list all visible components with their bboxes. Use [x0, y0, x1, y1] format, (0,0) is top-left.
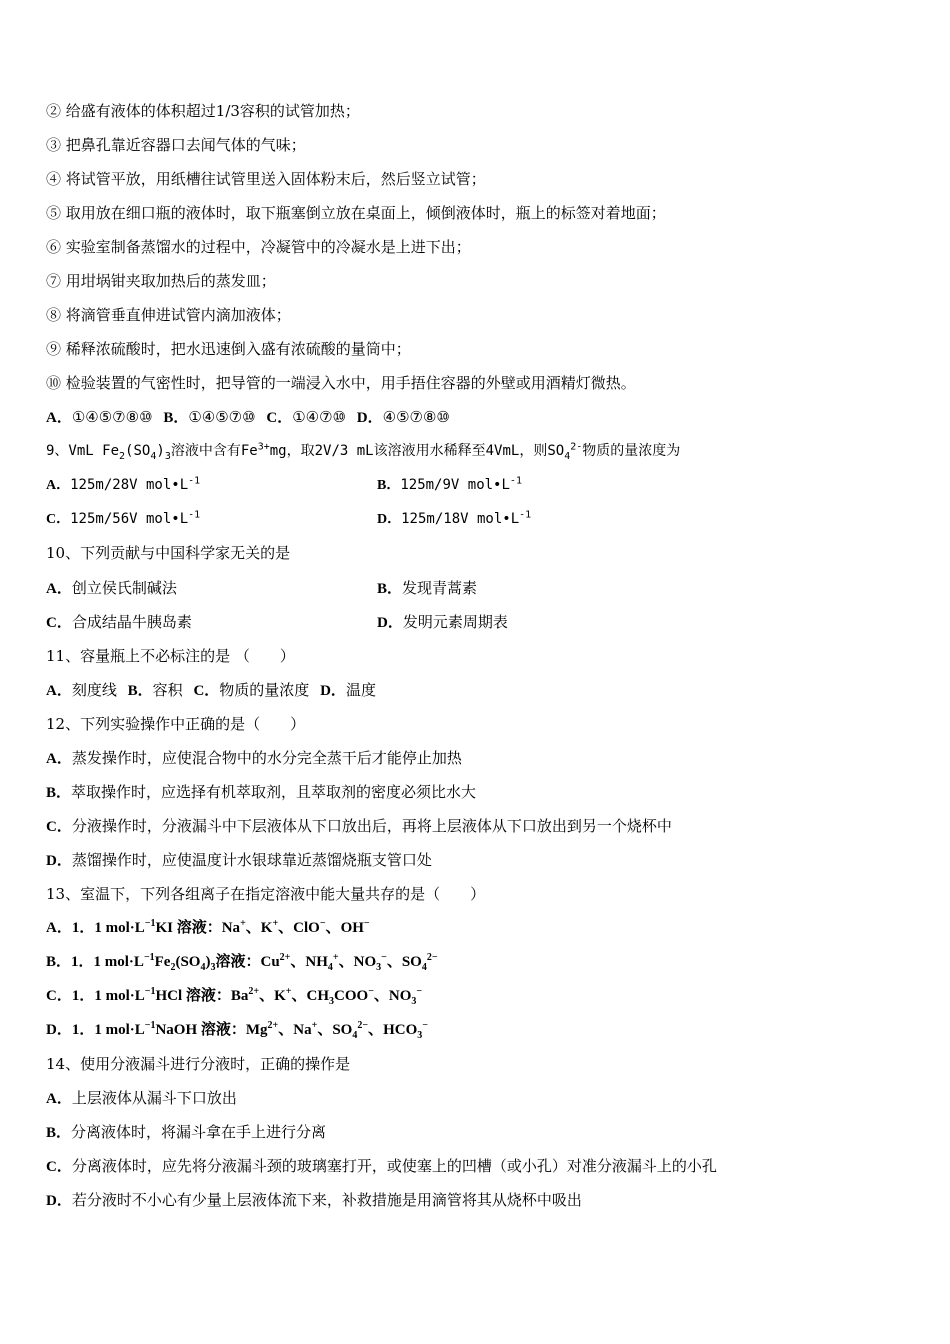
q14-option-d-row	[46, 1190, 582, 1211]
q12-option-c: 分液操作时，分液漏斗中下层液体从下口放出后，再将上层液体从下口放出到另一个烧杯中	[71, 817, 672, 835]
q8-item-7: ⑦ 用坩埚钳夹取加热后的蒸发皿；	[46, 272, 276, 290]
q9-option-b-label: B．	[377, 478, 401, 493]
q9-option-b: 125m/9V mol•L	[400, 477, 510, 493]
q8-option-a: ①④⑤⑦⑧⑩	[71, 408, 153, 426]
q9-option-d-label: D．	[377, 512, 402, 527]
q14-option-d: 若分液时不小心有少量上层液体流下来，补救措施是用滴管将其从烧杯中吸出	[71, 1191, 582, 1209]
q10-stem: 10、下列贡献与中国科学家无关的是	[46, 544, 291, 562]
q12-option-c-row	[46, 816, 672, 837]
q8-option-a-label: A．	[46, 410, 72, 426]
q8-option-d-label: D．	[356, 410, 383, 426]
q13-option-c-row: C．1．1 $mol\cdot L^{-1}HCl$ 溶液：$Ba^{2+}$、K+、$CH_3COO^-$、$NO_3^-$	[46, 986, 423, 1007]
q12-option-d: 蒸馏操作时，应使温度计水银球靠近蒸馏烧瓶支管口处	[71, 851, 432, 869]
q9-option-a: 125m/28V mol•L	[70, 477, 189, 493]
q14-option-b-label: B．	[46, 1125, 72, 1141]
q10-option-b: 发现青蒿素	[402, 579, 478, 597]
q12-option-a: 蒸发操作时，应使混合物中的水分完全蒸干后才能停止加热	[71, 749, 462, 767]
q8-item-9: ⑨ 稀释浓硫酸时，把水迅速倒入盛有浓硫酸的量筒中；	[46, 340, 411, 358]
q13-option-c-label: C．	[46, 988, 72, 1004]
q14-option-a-row	[46, 1088, 237, 1109]
q10-options-row-2	[46, 612, 508, 633]
q10-options-row-1	[46, 578, 478, 599]
q11-option-d: 温度	[345, 681, 376, 699]
q10-option-a-label: A．	[46, 581, 72, 597]
q9-options-row-1: A．125m/28V $mol•L^{-1}$ B．125m/9V $mol•L^{-1}$	[46, 475, 522, 493]
q9-option-c-label: C．	[46, 512, 71, 527]
q13-option-a-row: A．1．1 $mol\cdot L^{-1}KI$ 溶液：Na+、K+、ClO−、OH−	[46, 918, 370, 936]
q9-options-row-2: C．125m/56V $mol•L^{-1}$ D．125m/18V $mol•L^{-1}$	[46, 509, 532, 527]
q12-option-d-label: D．	[46, 853, 72, 869]
q11-option-b-label: B．	[127, 683, 153, 699]
q8-option-c-label: C．	[266, 410, 293, 426]
q9-stem: 9、VmL $Fe_2(SO_4)_3$溶液中含有$Fe^{3+}mg$，取2V/3 mL该溶液用水稀释至4VmL，则$SO_4^{2-}$物质的量浓度为	[46, 441, 681, 462]
q9-option-c: 125m/56V mol•L	[70, 511, 189, 527]
q12-option-b-row	[46, 782, 476, 803]
q10-option-b-label: B．	[377, 581, 403, 597]
q11-option-a-label: A．	[46, 683, 72, 699]
q8-item-4: ④ 将试管平放，用纸槽往试管里送入固体粉末后，然后竖立试管；	[46, 170, 486, 188]
q14-option-c: 分离液体时，应先将分液漏斗颈的玻璃塞打开，或使塞上的凹槽（或小孔）对准分液漏斗上的小孔	[71, 1157, 717, 1175]
q11-stem: 11、容量瓶上不必标注的是 （ ）	[46, 647, 295, 665]
q8-options	[46, 407, 450, 428]
q8-item-10: ⑩ 检验装置的气密性时，把导管的一端浸入水中，用手捂住容器的外壁或用酒精灯微热。	[46, 374, 636, 392]
q13-option-b-label: B．	[46, 954, 72, 970]
q14-option-b: 分离液体时，将漏斗拿在手上进行分离	[71, 1123, 327, 1141]
q14-option-c-label: C．	[46, 1159, 72, 1175]
q10-option-c: 合成结晶牛胰岛素	[71, 613, 192, 631]
q9-option-d: 125m/18V mol•L	[401, 511, 520, 527]
q8-item-3: ③ 把鼻孔靠近容器口去闻气体的气味；	[46, 136, 306, 154]
q13-option-d-label: D．	[46, 1022, 72, 1038]
q12-option-a-label: A．	[46, 751, 72, 767]
q8-option-b-label: B．	[163, 410, 189, 426]
q12-option-c-label: C．	[46, 819, 72, 835]
q10-option-a: 创立侯氏制碱法	[71, 579, 177, 597]
q13-option-d-row: D．1．1 $mol\cdot L^{-1}NaOH$ 溶液：$Mg^{2+}$、Na+、$SO_4^{2-}$、$HCO_3^-$	[46, 1020, 428, 1041]
q12-option-d-row	[46, 850, 432, 871]
q10-option-c-label: C．	[46, 615, 72, 631]
q11-option-c-label: C．	[193, 683, 220, 699]
q11-option-c: 物质的量浓度	[219, 681, 310, 699]
q12-option-b: 萃取操作时，应选择有机萃取剂，且萃取剂的密度必须比水大	[71, 783, 477, 801]
q12-stem: 12、下列实验操作中正确的是（ ）	[46, 715, 306, 733]
q8-item-6: ⑥ 实验室制备蒸馏水的过程中，冷凝管中的冷凝水是上进下出；	[46, 238, 471, 256]
q14-option-c-row	[46, 1156, 717, 1177]
q8-item-2: ② 给盛有液体的体积超过1/3容积的试管加热；	[46, 102, 360, 120]
q12-option-a-row	[46, 748, 462, 769]
q8-option-d: ④⑤⑦⑧⑩	[382, 408, 450, 426]
q13-option-b-row: B．1．1 $mol\cdot L^{-1}Fe_2(SO_4)_3$溶液：$Cu^{2+}$、$NH_4^+$、$NO_3^-$、$SO_4^{2-}$	[46, 952, 438, 973]
q14-option-a-label: A．	[46, 1091, 72, 1107]
q12-option-b-label: B．	[46, 785, 72, 801]
q8-option-c: ①④⑦⑩	[292, 408, 346, 426]
q14-stem: 14、使用分液漏斗进行分液时，正确的操作是	[46, 1055, 351, 1073]
q14-option-a: 上层液体从漏斗下口放出	[71, 1089, 237, 1107]
q8-item-5: ⑤ 取用放在细口瓶的液体时，取下瓶塞倒立放在桌面上，倾倒液体时，瓶上的标签对着地面；	[46, 204, 666, 222]
q11-option-a: 刻度线	[71, 681, 117, 699]
q13-option-a-label: A．	[46, 920, 72, 936]
q13-stem: 13、室温下，下列各组离子在指定溶液中能大量共存的是（ ）	[46, 885, 486, 903]
q14-option-b-row	[46, 1122, 326, 1143]
q8-option-b: ①④⑤⑦⑩	[188, 408, 256, 426]
q10-option-d-label: D．	[377, 615, 403, 631]
q9-option-a-label: A．	[46, 478, 71, 493]
q8-item-8: ⑧ 将滴管垂直伸进试管内滴加液体；	[46, 306, 291, 324]
q11-option-d-label: D．	[320, 683, 346, 699]
q14-option-d-label: D．	[46, 1193, 72, 1209]
q10-option-d: 发明元素周期表	[402, 613, 508, 631]
q11-option-b: 容积	[152, 681, 183, 699]
q11-options	[46, 680, 376, 701]
